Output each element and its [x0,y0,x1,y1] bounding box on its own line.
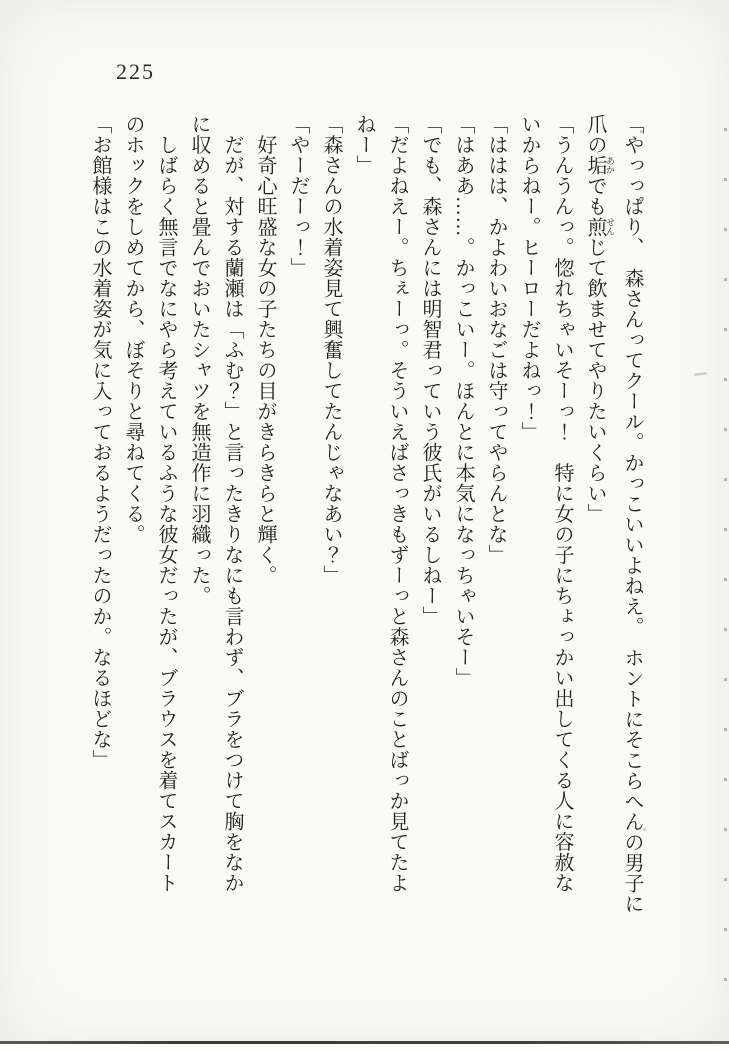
scan-scratch [694,372,707,376]
text-column-14: に収めると畳んでおいたシャツを無造作に羽織った。 [188,114,210,606]
text-column-9: ねー」 [353,114,375,176]
text-column-12: 好奇心旺盛な女の子たちの目がきらきらと輝く。 [254,114,276,586]
page-number: 225 [116,59,155,84]
text-column-5: 「ははは、かよわいおなごは守ってやらんとな」 [485,114,507,565]
text-column-7: 「でも、森さんには明智君っていう彼氏がいるしねー」 [419,114,441,627]
scan-speck [640,130,643,133]
text-block [83,114,648,952]
text-column-8: 「だよねえー。ちぇーっ。そういえばさっきもずーっと森さんのことばっか見てたよ [386,114,408,893]
scan-speck [643,828,646,831]
text-column-15: しばらく無言でなにやら考えているふうな彼女だったが、ブラウスを着てスカート [155,114,177,893]
furigana-ruby: 垢 あか [584,155,615,176]
text-column-1: 「やっっぱり、 森さんってクール。かっこいいよねえ。 ホントにそこらへんの男子に [621,114,643,914]
text-column-17: 「お館様はこの水着姿が気に入っておるようだったのか。なるほどな」 [89,114,111,770]
text-column-4: いからねー。ヒーローだよねっ！」 [518,114,540,442]
text-column-10: 「森さんの水着姿見て興奮してたんじゃなあい？」 [320,114,342,586]
text-column-2: 爪の垢 あかでも煎 せんじて飲ませてやりたいくらい」 [584,114,615,524]
text-column-11: 「やーだーっ！」 [287,114,309,278]
scan-speck [640,277,643,280]
text-column-13: だが、対する蘭瀬は「ふむ？」と言ったきりなにも言わず、ブラをつけて胸をなか [221,114,243,893]
text-column-6: 「はああ……。かっこいー。ほんとに本気になっちゃいそー」 [452,114,474,688]
scan-speck [641,197,644,200]
furigana-ruby: 煎 せん [584,216,615,237]
text-column-3: 「うんうんっ。惚れちゃいそーっ！ 特に女の子にちょっかい出してくる人に容赦な [551,114,573,893]
page-bottom-margin [0,1044,729,1050]
scan-specks-right-edge [724,128,727,1010]
text-column-16: のホックをしめてから、ぼそりと尋ねてくる。 [122,114,144,545]
